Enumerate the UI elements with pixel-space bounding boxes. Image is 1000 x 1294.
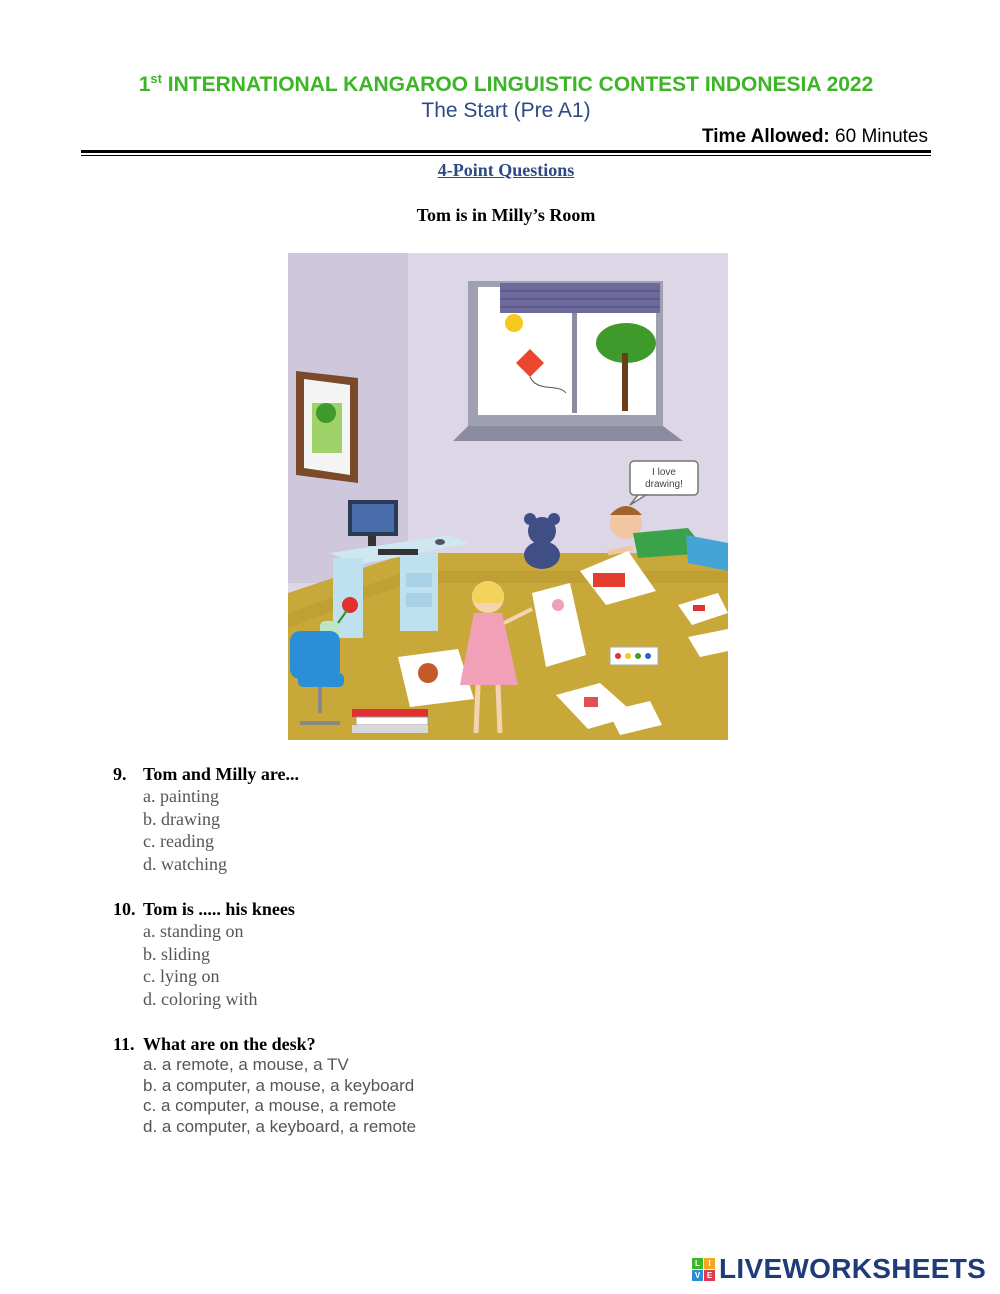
question-9-option-c[interactable]: c. reading: [143, 831, 214, 852]
logo-mark-i: I: [704, 1258, 715, 1269]
header-divider-thin: [81, 155, 931, 156]
question-9-number: 9.: [113, 764, 127, 784]
question-10-prompt: [113, 898, 295, 920]
title-ordinal: 1: [138, 73, 151, 96]
question-10: [113, 898, 295, 1010]
room-illustration: [288, 253, 728, 740]
sun: [505, 314, 523, 332]
question-11-number: 11.: [113, 1034, 135, 1054]
question-9: [113, 763, 299, 875]
question-11-option-d[interactable]: d. a computer, a keyboard, a remote: [143, 1116, 417, 1136]
question-9-prompt: [113, 763, 299, 785]
contest-title: [0, 71, 1000, 97]
time-label: Time Allowed:: [702, 126, 830, 147]
window-blind: [500, 283, 660, 313]
question-9-option-b[interactable]: b. drawing: [143, 808, 220, 829]
question-11-option-b[interactable]: b. a computer, a mouse, a keyboard: [143, 1075, 415, 1095]
question-9-options: [113, 785, 299, 875]
title-text: INTERNATIONAL KANGAROO LINGUISTIC CONTEST INDONESIA 2022: [161, 73, 874, 96]
liveworksheets-logo-icon: [692, 1258, 715, 1281]
question-9-text: Tom and Milly are...: [143, 764, 300, 784]
header-divider-thick: [81, 150, 931, 153]
time-allowed: [702, 126, 928, 148]
wall-picture: [296, 371, 358, 483]
question-10-options: [113, 920, 295, 1010]
level-subtitle: The Start (Pre A1): [421, 99, 591, 122]
liveworksheets-logo-text: LIVEWORKSHEETS: [719, 1253, 987, 1284]
speech-bubble-line2: drawing!: [645, 479, 683, 490]
question-10-option-b[interactable]: b. sliding: [143, 943, 211, 964]
question-10-option-c[interactable]: c. lying on: [143, 966, 220, 987]
question-9-option-a[interactable]: a. painting: [143, 786, 219, 806]
question-9-option-d[interactable]: d. watching: [143, 853, 227, 874]
speech-bubble-line1: I love: [652, 467, 676, 478]
section-heading: 4-Point Questions: [437, 160, 575, 180]
question-11-option-a[interactable]: a. a remote, a mouse, a TV: [143, 1055, 349, 1074]
keyboard: [378, 549, 418, 555]
question-10-text: Tom is ..... his knees: [143, 899, 295, 919]
books: [352, 709, 428, 733]
time-value: 60 Minutes: [829, 126, 928, 147]
question-10-number: 10.: [113, 899, 136, 919]
question-10-option-d[interactable]: d. coloring with: [143, 988, 258, 1009]
question-11-text: What are on the desk?: [143, 1034, 316, 1054]
liveworksheets-logo[interactable]: [692, 1254, 986, 1284]
question-11-option-c[interactable]: c. a computer, a mouse, a remote: [143, 1096, 397, 1116]
logo-mark-e: E: [704, 1270, 715, 1281]
logo-mark-l: L: [692, 1258, 703, 1269]
window: [453, 281, 683, 441]
logo-mark-v: V: [692, 1270, 703, 1281]
image-caption: Tom is in Milly’s Room: [416, 205, 596, 225]
question-11-options: [113, 1055, 416, 1137]
title-ordinal-suffix: st: [150, 71, 162, 86]
question-11-prompt: [113, 1033, 416, 1055]
mouse: [435, 539, 445, 545]
question-11: [113, 1033, 416, 1137]
question-10-option-a[interactable]: a. standing on: [143, 921, 244, 941]
